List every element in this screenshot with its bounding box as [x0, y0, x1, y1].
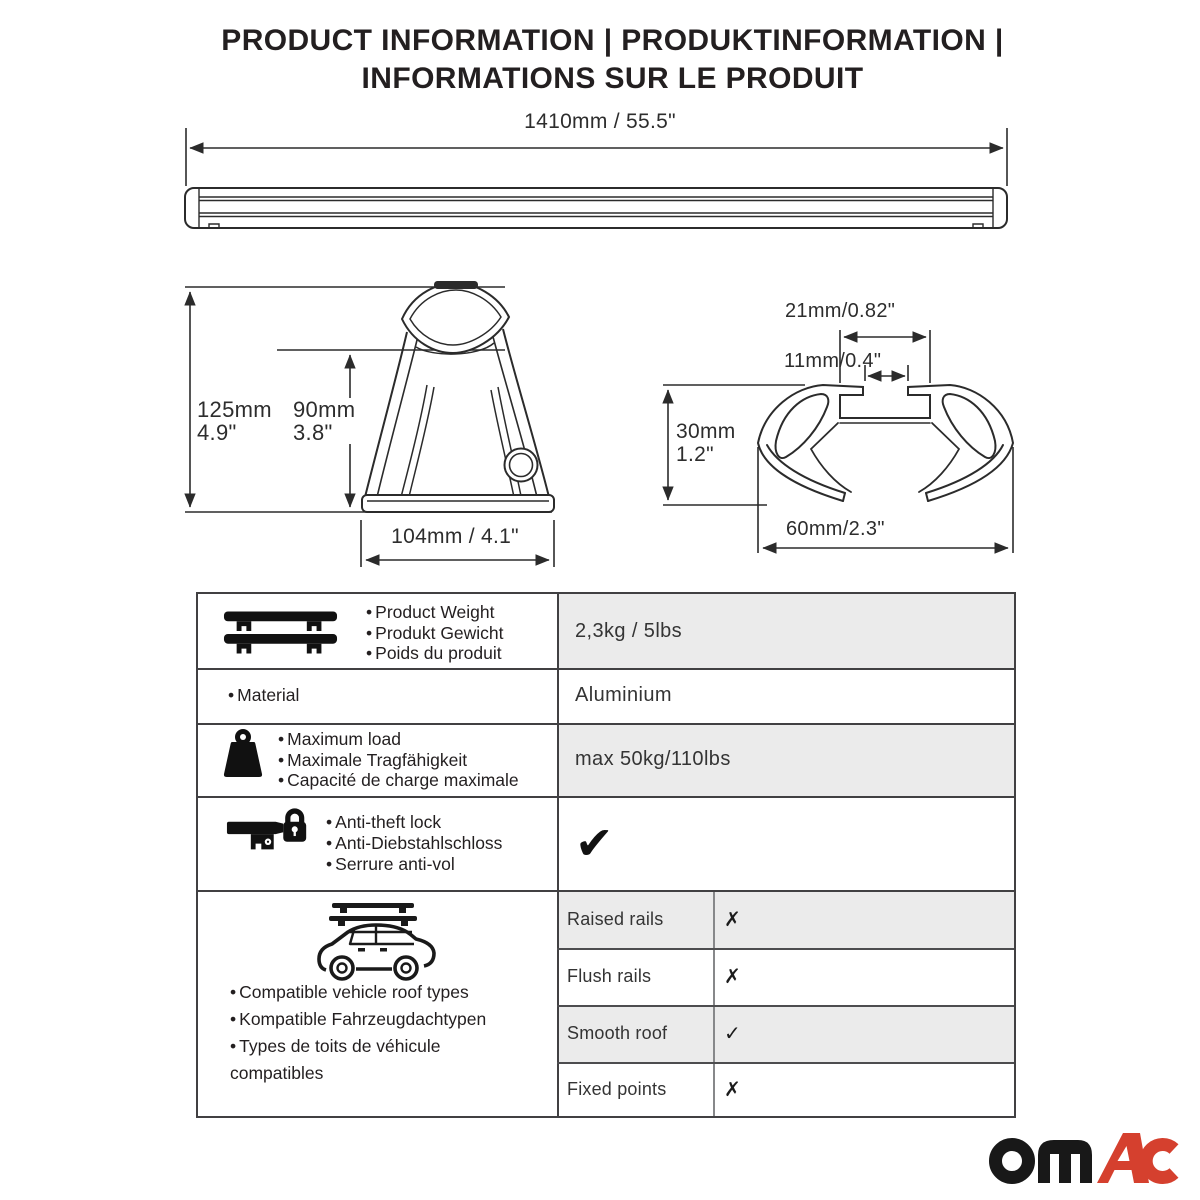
profile-channel-width-label: 21mm/0.82"	[785, 300, 896, 322]
profile-height-label: 30mm 1.2"	[676, 420, 736, 466]
omac-logo-graphic	[988, 1124, 1183, 1184]
omac-logo	[988, 1124, 1183, 1184]
subrow-label-smooth-roof: Smooth roof	[567, 1023, 668, 1043]
weight-icon	[221, 728, 265, 780]
crossbar-drawing	[183, 126, 1013, 238]
subrow-value-raised-rails: ✗	[724, 908, 741, 931]
spec-table	[196, 592, 1016, 1118]
title-line1: PRODUCT INFORMATION | PRODUKTINFORMATION |	[221, 24, 1004, 57]
row-labels-maxload: • Maximum load • Maximale Tragfähigkeit • Capacité de charge maximale	[278, 729, 519, 791]
subrow-label-flush-rails: Flush rails	[567, 966, 652, 986]
row-labels-weight: • Product Weight • Produkt Gewicht • Poids du produit	[366, 602, 504, 664]
row-labels-material: • Material	[228, 594, 299, 723]
row-labels-antitheft: • Anti-theft lock • Anti-Diebstahlschloss • Serrure anti-vol	[326, 812, 502, 875]
value-antitheft-check: ✔	[575, 817, 614, 869]
value-weight: 2,3kg / 5lbs	[575, 619, 683, 642]
subrow-label-fixed-points: Fixed points	[567, 1078, 667, 1099]
title-line2: INFORMATIONS SUR LE PRODUIT	[361, 62, 864, 95]
subtable-divider	[713, 890, 715, 1116]
table-divider	[557, 594, 559, 1116]
foot-width-label: 104mm / 4.1"	[391, 525, 519, 548]
value-material: Aluminium	[575, 684, 672, 706]
page-title	[20, 22, 1200, 98]
lock-icon	[226, 806, 310, 868]
profile-slot-width-label: 11mm/0.4"	[784, 350, 882, 372]
subrow-value-flush-rails: ✗	[724, 966, 741, 988]
foot-height-label: 125mm 4.9"	[197, 397, 272, 445]
subrow-value-smooth-roof: ✓	[724, 1023, 741, 1045]
row-labels-rooftypes: • Compatible vehicle roof types • Kompatible Fahrzeugdachtypen • Types de toits de véhicule compatibles	[230, 979, 486, 1087]
profile-width-label: 60mm/2.3"	[786, 518, 885, 540]
bar-length-label: 1410mm / 55.5"	[524, 110, 676, 133]
subrow-value-fixed-points: ✗	[724, 1078, 741, 1101]
foot-clamp-height-label: 90mm 3.8"	[290, 398, 358, 444]
subrow-label-raised-rails: Raised rails	[567, 908, 664, 929]
value-maxload: max 50kg/110lbs	[575, 748, 731, 770]
car-roof-rack-icon	[316, 900, 438, 990]
